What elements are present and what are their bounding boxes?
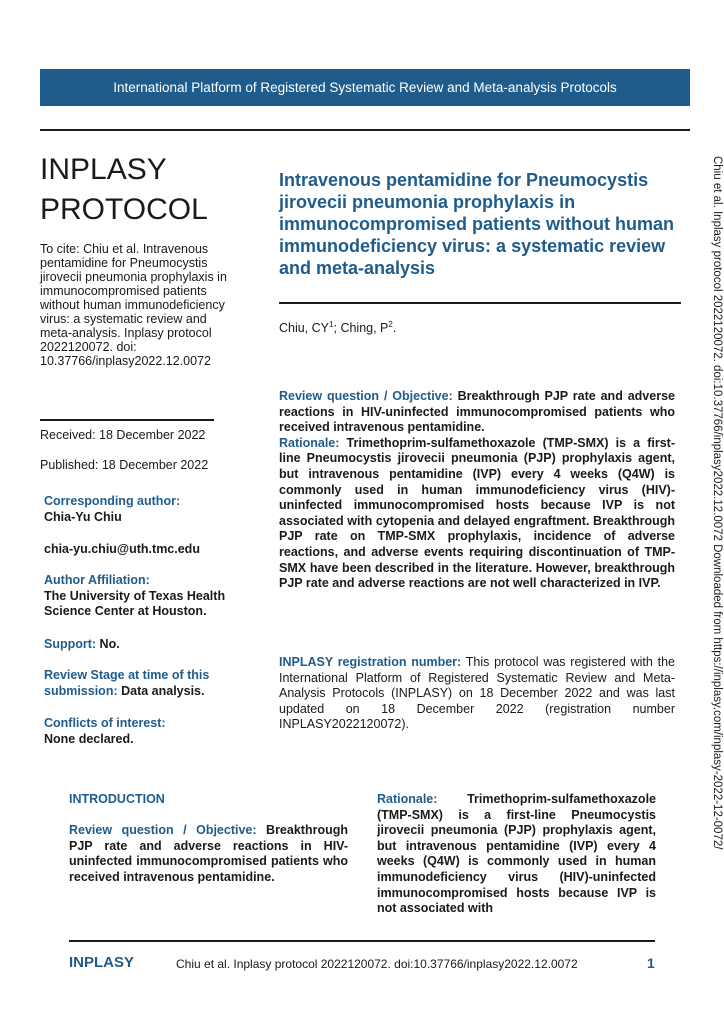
- published-date: Published: 18 December 2022: [40, 458, 209, 472]
- author-list: [279, 320, 396, 335]
- support-label: Support:: [44, 637, 97, 651]
- brand-line-1: INPLASY: [40, 153, 167, 186]
- brand-title: [40, 150, 230, 230]
- intro-rationale-text: Trimethoprim-sulfamethoxazole (TMP-SMX) is a first-line Pneumocystis jirovecii pneumonia (PJP) prophylaxis agent, but intravenous pentamidine (IVP) every 4 weeks (Q4W) is commonly used in human immunodeficiency virus (HIV)-uninfected immunocompromised hosts because IVP is not associated with: [377, 792, 656, 916]
- article-title: Intravenous pentamidine for Pneumocystis jirovecii pneumonia prophylaxis in immunocompromised patients without human immunodeficiency virus: a systematic review and meta-analysis: [279, 170, 675, 278]
- conflicts: [44, 716, 254, 747]
- intro-rationale-label: Rationale:: [377, 792, 438, 806]
- introduction-heading: INTRODUCTION: [69, 792, 165, 806]
- author-affiliation: [44, 573, 254, 620]
- abstract-rq-label: Review question / Objective:: [279, 389, 453, 403]
- conflicts-value: None declared.: [44, 731, 134, 746]
- registration-label: INPLASY registration number:: [279, 655, 462, 669]
- review-stage: [44, 668, 254, 699]
- abstract-rationale-text: Trimethoprim-sulfamethoxazole (TMP-SMX) is a first-line Pneumocystis jirovecii pneumonia (PJP) prophylaxis agent, but intravenous pentamidine (IVP) every 4 weeks (Q4W) is commonly used in human immunodeficiency virus (HIV)-uninfected immunocompromised hosts because IVP is not associated with cytopenia and delayed engraftment. Breakthrough PJP rate on TMP-SMX prophylaxis, incidence of adverse reactions, and adverse events requiring discontinuation of TMP-SMX have been described in the literature. However, breakthrough PJP rate and adverse reactions are not well characterized in IVP.: [279, 435, 675, 591]
- author-1-affil: 1: [329, 320, 334, 329]
- corresponding-author: [44, 494, 254, 525]
- abstract-rationale-label: Rationale:: [279, 435, 340, 450]
- footer-citation: Chiu et al. Inplasy protocol 2022120072. doi:10.37766/inplasy2022.12.0072: [176, 957, 578, 971]
- support: [44, 637, 254, 653]
- citation-divider: [40, 419, 214, 421]
- footer-divider: [69, 940, 655, 942]
- stage-value: Data analysis.: [117, 683, 205, 698]
- registration-text: This protocol was registered with the International Platform of Registered Systematic Review and Meta-Analysis Protocols (INPLASY) on 18 December 2022 and was last updated on 18 December 2022 (registration number INPLASY2022120072).: [279, 655, 675, 732]
- author-2: Ching, P: [340, 321, 389, 336]
- intro-rq-label: Review question / Objective:: [69, 823, 257, 837]
- affiliation-label: Author Affiliation:: [44, 573, 150, 587]
- download-side-note: Chiu et al. Inplasy protocol 2022120072. doi:10.37766/inplasy2022.12.0072 Downloaded from https://inplasy.com/inplasy-2022-12-0072/: [711, 156, 723, 850]
- header-banner: [40, 69, 690, 106]
- intro-left-column: [69, 823, 348, 885]
- conflicts-label: Conflicts of interest:: [44, 716, 166, 730]
- citation: To cite: Chiu et al. Intravenous pentamidine for Pneumocystis jirovecii pneumonia prophylaxis in immunocompromised patients without human immunodeficiency virus: a systematic review and meta-analysis. Inplasy protocol 2022120072. doi: 10.37766/inplasy2022.12.0072: [40, 242, 227, 368]
- support-value: No.: [96, 637, 120, 651]
- page-number: 1: [647, 955, 655, 971]
- author-separator: ;: [333, 321, 341, 336]
- title-divider: [279, 302, 681, 304]
- footer-brand: INPLASY: [69, 954, 135, 971]
- author-2-affil: 2: [388, 320, 393, 329]
- abstract-rq-text: Breakthrough PJP rate and adverse reactions in HIV-uninfected immunocompromised patients who received intravenous pentamidine.: [279, 389, 675, 435]
- corresponding-name: Chia-Yu Chiu: [44, 509, 122, 524]
- author-end: .: [392, 321, 397, 336]
- registration-info: [279, 655, 675, 733]
- intro-rq-text: Breakthrough PJP rate and adverse reactions in HIV-uninfected immunocompromised patients who received intravenous pentamidine.: [69, 823, 348, 884]
- top-divider: [40, 129, 690, 131]
- brand-line-2: PROTOCOL: [40, 193, 208, 226]
- stage-label: Review Stage at time of this submission:: [44, 668, 210, 698]
- intro-right-column: [377, 792, 656, 918]
- banner-text: International Platform of Registered Systematic Review and Meta-analysis Protocols: [113, 80, 617, 95]
- affiliation-value: The University of Texas Health Science Center at Houston.: [44, 588, 226, 618]
- corresponding-label: Corresponding author:: [44, 494, 181, 508]
- author-email: [44, 542, 254, 558]
- author-1: Chiu, CY: [279, 321, 330, 336]
- abstract: [279, 389, 675, 592]
- abstract-rationale: [279, 436, 675, 592]
- abstract-review-question: [279, 389, 675, 436]
- received-date: Received: 18 December 2022: [40, 428, 206, 442]
- email-link[interactable]: chia-yu.chiu@uth.tmc.edu: [44, 542, 200, 556]
